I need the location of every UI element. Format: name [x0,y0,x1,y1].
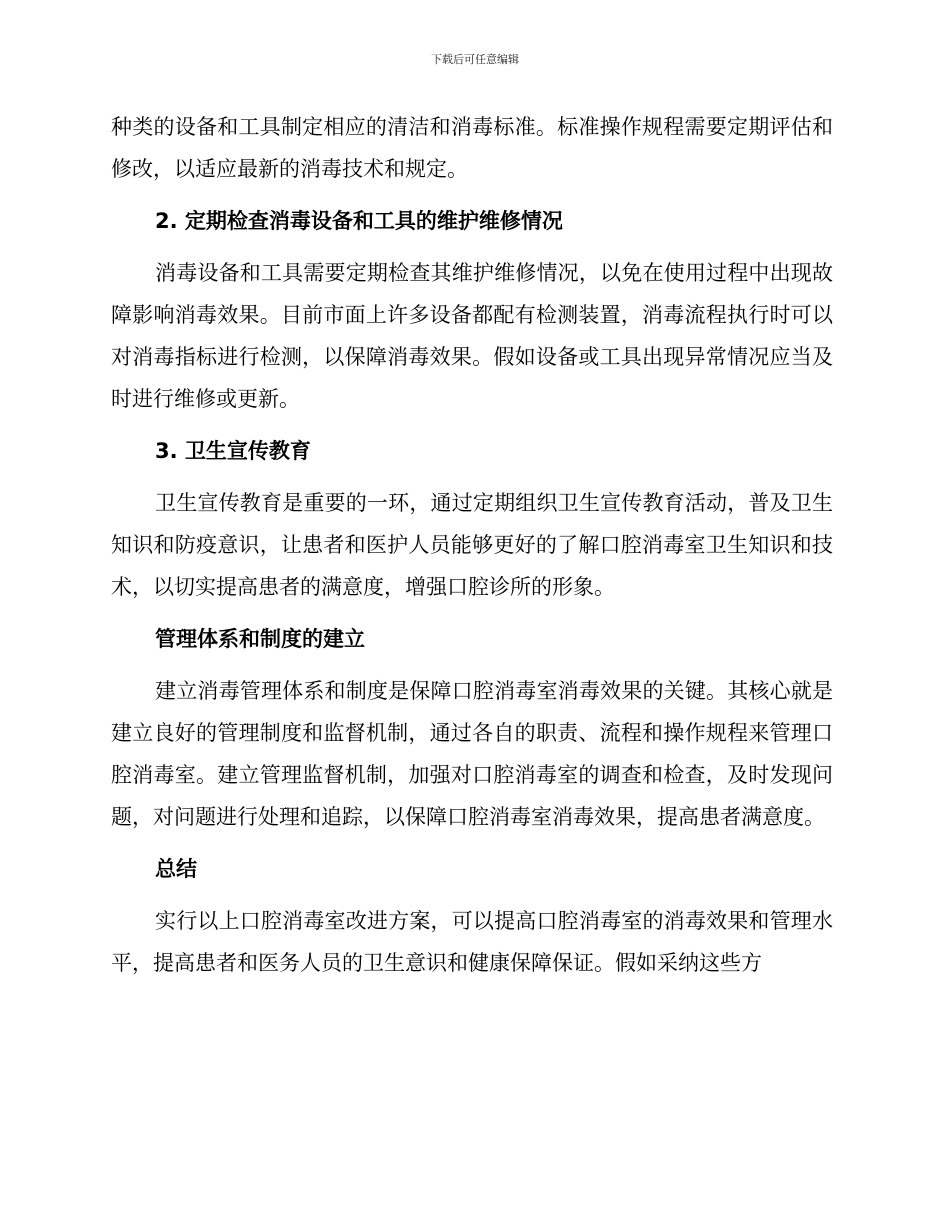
document-body [111,106,833,984]
paragraph-maintenance: 消毒设备和工具需要定期检查其维护维修情况，以免在使用过程中出现故障影响消毒效果。目前市面上许多设备都配有检测装置，消毒流程执行时可以对消毒指标进行检测，以保障消毒效果。假如设备或工具出现异常情况应当及时进行维修或更新。 [111,261,833,411]
paragraph-education: 卫生宣传教育是重要的一环，通过定期组织卫生宣传教育活动，普及卫生知识和防疫意识，让患者和医护人员能够更好的了解口腔消毒室卫生知识和技术，以切实提高患者的满意度，增强口腔诊所的形象。 [111,491,833,599]
page-header: 下载后可任意编辑 [431,53,519,66]
paragraph-summary: 实行以上口腔消毒室改进方案，可以提高口腔消毒室的消毒效果和管理水平，提高患者和医务人员的卫生意识和健康保障保证。假如采纳这些方 [111,909,833,975]
paragraph-continued: 种类的设备和工具制定相应的清洁和消毒标准。标准操作规程需要定期评估和修改，以适应最新的消毒技术和规定。 [111,115,833,181]
section-heading-summary: 总结 [155,857,197,881]
paragraph-management: 建立消毒管理体系和制度是保障口腔消毒室消毒效果的关键。其核心就是建立良好的管理制度和监督机制，通过各自的职责、流程和操作规程来管理口腔消毒室。建立管理监督机制，加强对口腔消毒室的调查和检查，及时发现问题，对问题进行处理和追踪，以保障口腔消毒室消毒效果，提高患者满意度。 [111,679,833,829]
section-heading-maintenance: 2. 定期检查消毒设备和工具的维护维修情况 [155,209,563,233]
section-heading-management: 管理体系和制度的建立 [155,627,365,651]
section-heading-education: 3. 卫生宣传教育 [155,439,311,463]
